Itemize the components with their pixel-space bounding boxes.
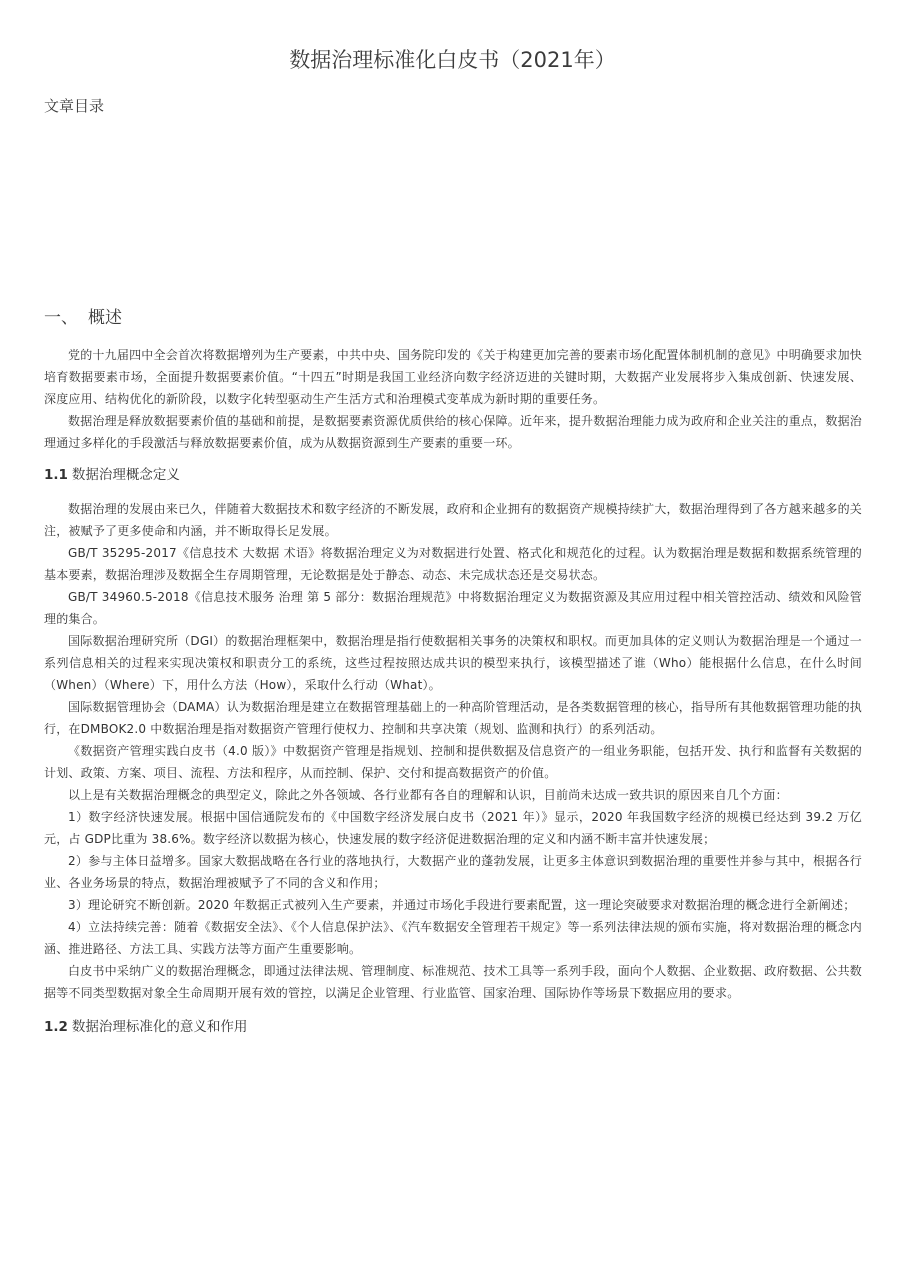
list-item: 3）理论研究不断创新。2020 年数据正式被列入生产要素，并通过市场化手段进行要素配置，这一理论突破要求对数据治理的概念进行全新阐述； bbox=[68, 898, 856, 912]
subsection-title: 数据治理概念定义 bbox=[71, 467, 180, 483]
paragraph: 以上是有关数据治理概念的典型定义，除此之外各领域、各行业都有各自的理解和认识，目前尚未达成一致共识的原因来自几个方面： bbox=[68, 788, 788, 802]
paragraph: 《数据资产管理实践白皮书（4.0 版）》中数据资产管理是指规划、控制和提供数据及信息资产的一组业务职能，包括开发、执行和监督有关数据的计划、政策、方案、项目、流程、方法和程序，从而控制、保护、交付和提高数据资产的价值。 bbox=[44, 744, 862, 780]
subsection-number: 1.2 bbox=[44, 1019, 68, 1035]
section-heading-overview bbox=[44, 306, 122, 330]
document-title: 数据治理标准化白皮书（2021年） bbox=[289, 48, 616, 72]
subsection-number: 1.1 bbox=[44, 467, 68, 483]
list-item: 1）数字经济快速发展。根据中国信通院发布的《中国数字经济发展白皮书（2021 年）》显示，2020 年我国数字经济的规模已经达到 39.2 万亿元，占 GDP比重为 38.6%。数字经济以数据为核心，快速发展的数字经济促进数据治理的定义和内涵不断丰富并快速发展； bbox=[44, 810, 862, 846]
table-of-contents-label[interactable]: 文章目录 bbox=[44, 97, 105, 115]
subsection-heading-1-1 bbox=[44, 464, 862, 486]
paragraph: 国际数据管理协会（DAMA）认为数据治理是建立在数据管理基础上的一种高阶管理活动，是各类数据管理的核心，指导所有其他数据管理功能的执行，在DMBOK2.0 中数据治理是指对数据资产管理行使权力、控制和共享决策（规划、监测和执行）的系列活动。 bbox=[44, 700, 862, 736]
list-item: 4）立法持续完善：随着《数据安全法》、《个人信息保护法》、《汽车数据安全管理若干规定》等一系列法律法规的颁布实施，将对数据治理的概念内涵、推进路径、方法工具、实践方法等方面产生重要影响。 bbox=[44, 920, 862, 956]
paragraph: 党的十九届四中全会首次将数据增列为生产要素，中共中央、国务院印发的《关于构建更加完善的要素市场化配置体制机制的意见》中明确要求加快培育数据要素市场，全面提升数据要素价值。“十四五”时期是我国工业经济向数字经济迈进的关键时期，大数据产业发展将步入集成创新、快速发展、深度应用、结构优化的新阶段，以数字化转型驱动生产生活方式和治理模式变革成为新时期的重要任务。 bbox=[44, 348, 862, 406]
paragraph: GB/T 34960.5-2018《信息技术服务 治理 第 5 部分：数据治理规范》中将数据治理定义为数据资源及其应用过程中相关管控活动、绩效和风险管理的集合。 bbox=[44, 590, 862, 626]
paragraph: 白皮书中采纳广义的数据治理概念，即通过法律法规、管理制度、标准规范、技术工具等一系列手段，面向个人数据、企业数据、政府数据、公共数据等不同类型数据对象全生命周期开展有效的管控，以满足企业管理、行业监管、国家治理、国际协作等场景下数据应用的要求。 bbox=[44, 964, 862, 1000]
paragraph: 数据治理的发展由来已久，伴随着大数据技术和数字经济的不断发展，政府和企业拥有的数据资产规模持续扩大，数据治理得到了各方越来越多的关注，被赋予了更多使命和内涵，并不断取得长足发展。 bbox=[44, 502, 862, 538]
section-number: 一、 bbox=[44, 308, 78, 328]
paragraph: GB/T 35295-2017《信息技术 大数据 术语》将数据治理定义为对数据进行处置、格式化和规范化的过程。认为数据治理是数据和数据系统管理的基本要素，数据治理涉及数据全生存周期管理，无论数据是处于静态、动态、未完成状态还是交易状态。 bbox=[44, 546, 862, 582]
paragraph: 国际数据治理研究所（DGI）的数据治理框架中，数据治理是指行使数据相关事务的决策权和职权。而更加具体的定义则认为数据治理是一个通过一系列信息相关的过程来实现决策权和职责分工的系统，这些过程按照达成共识的模型来执行，该模型描述了谁（Who）能根据什么信息，在什么时间（When）（Where）下，用什么方法（How），采取什么行动（What）。 bbox=[44, 634, 862, 692]
section-title: 概述 bbox=[88, 308, 122, 328]
article-body bbox=[44, 344, 862, 1038]
subsection-heading-1-2 bbox=[44, 1016, 862, 1038]
list-item: 2）参与主体日益增多。国家大数据战略在各行业的落地执行，大数据产业的蓬勃发展，让更多主体意识到数据治理的重要性并参与其中，根据各行业、各业务场景的特点，数据治理被赋予了不同的含义和作用； bbox=[44, 854, 862, 890]
paragraph: 数据治理是释放数据要素价值的基础和前提，是数据要素资源优质供给的核心保障。近年来，提升数据治理能力成为政府和企业关注的重点，数据治理通过多样化的手段激活与释放数据要素价值，成为从数据资源到生产要素的重要一环。 bbox=[44, 414, 862, 450]
subsection-title: 数据治理标准化的意义和作用 bbox=[71, 1019, 248, 1035]
